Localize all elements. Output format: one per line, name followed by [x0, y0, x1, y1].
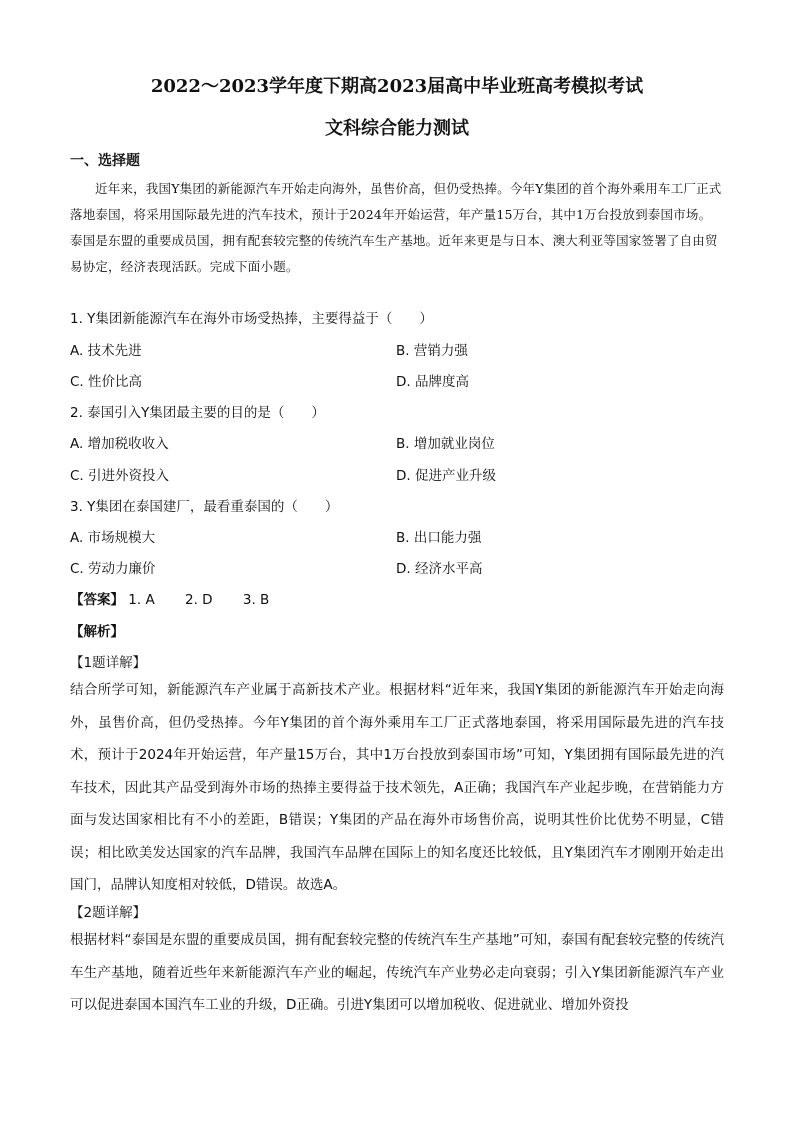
- answer-1: 1. A: [128, 592, 155, 608]
- detail-1-text: 结合所学可知，新能源汽车产业属于高新技术产业。根据材料“近年来，我国Y集团的新能源汽车开始走向海外，虽售价高，但仍受热捧。今年Y集团的首个海外乘用车工厂正式落地泰国，将采用国际最先进的汽车技术，预计于2024年开始运营，年产量15万台，其中1万台投放到泰国市场”可知，Y集团拥有国际最先进的汽车技术，因此其产品受到海外市场的热捧主要得益于技术领先，A正确；我国汽车产业起步晚，在营销能力方面与发达国家相比有不小的差距，B错误；Y集团的产品在海外市场售价高，说明其性价比优势不明显，C错误；相比欧美发达国家的汽车品牌，我国汽车品牌在国际上的知名度还比较低，且Y集团汽车才刚刚开始走出国门，品牌认知度相对较低，D错误。故选A。: [70, 682, 724, 893]
- answer-line: [70, 588, 295, 608]
- question-3-option-a: A. 市场规模大: [70, 530, 156, 546]
- question-1-option-d: D. 品牌度高: [396, 374, 469, 390]
- question-2-option-d: D. 促进产业升级: [396, 468, 496, 484]
- question-1-option-a: A. 技术先进: [70, 343, 142, 359]
- detail-2-label: 【2题详解】: [70, 905, 147, 921]
- question-1-option-b: B. 营销力强: [396, 343, 468, 359]
- answer-label: 【答案】: [70, 592, 124, 608]
- answer-3: 3. B: [242, 592, 270, 608]
- analysis-line: [70, 620, 124, 640]
- detail-1-label: 【1题详解】: [70, 655, 147, 671]
- detail-1-heading: [70, 651, 146, 671]
- question-1-stem: 1. Y集团新能源汽车在海外市场受热捧，主要得益于（ ）: [70, 311, 433, 327]
- question-2-option-b: B. 增加就业岗位: [396, 436, 495, 452]
- question-3-option-c: C. 劳动力廉价: [70, 561, 156, 577]
- question-2-option-c: C. 引进外资投入: [70, 468, 170, 484]
- detail-2-heading: [70, 901, 146, 921]
- question-3-option-d: D. 经济水平高: [396, 561, 483, 577]
- question-3-stem: 3. Y集团在泰国建厂，最看重泰国的（ ）: [70, 499, 339, 515]
- question-2-stem: 2. 泰国引入Y集团最主要的目的是（ ）: [70, 405, 325, 421]
- detail-2-text: 根据材料“泰国是东盟的重要成员国，拥有配套较完整的传统汽车生产基地”可知，泰国有配套较完整的传统汽车生产基地，随着近些年来新能源汽车产业的崛起，传统汽车产业势必走向衰弱；引入Y集团新能源汽车产业可以促进泰国本国汽车工业的升级，D正确。引进Y集团可以增加税收、促进就业、增加外资投: [70, 932, 724, 1013]
- question-2-option-a: A. 增加税收收入: [70, 436, 169, 452]
- question-1-option-c: C. 性价比高: [70, 374, 143, 390]
- answer-2: 2. D: [185, 592, 213, 608]
- reading-passage: 近年来，我国Y集团的新能源汽车开始走向海外，虽售价高，但仍受热捧。今年Y集团的首个海外乘用车工厂正式落地泰国，将采用国际最先进的汽车技术，预计于2024年开始运营，年产量15万台，其中1万台投放到泰国市场。泰国是东盟的重要成员国，拥有配套较完整的传统汽车生产基地。近年来更是与日本、澳大利亚等国家签署了自由贸易协定，经济表现活跃。完成下面小题。: [70, 181, 722, 274]
- section-heading: 一、选择题: [70, 153, 140, 169]
- exam-subtitle: 文科综合能力测试: [325, 118, 469, 139]
- question-3-option-b: B. 出口能力强: [396, 530, 482, 546]
- analysis-label: 【解析】: [70, 624, 124, 640]
- exam-title: 2022～2023学年度下期高2023届高中毕业班高考模拟考试: [150, 76, 644, 97]
